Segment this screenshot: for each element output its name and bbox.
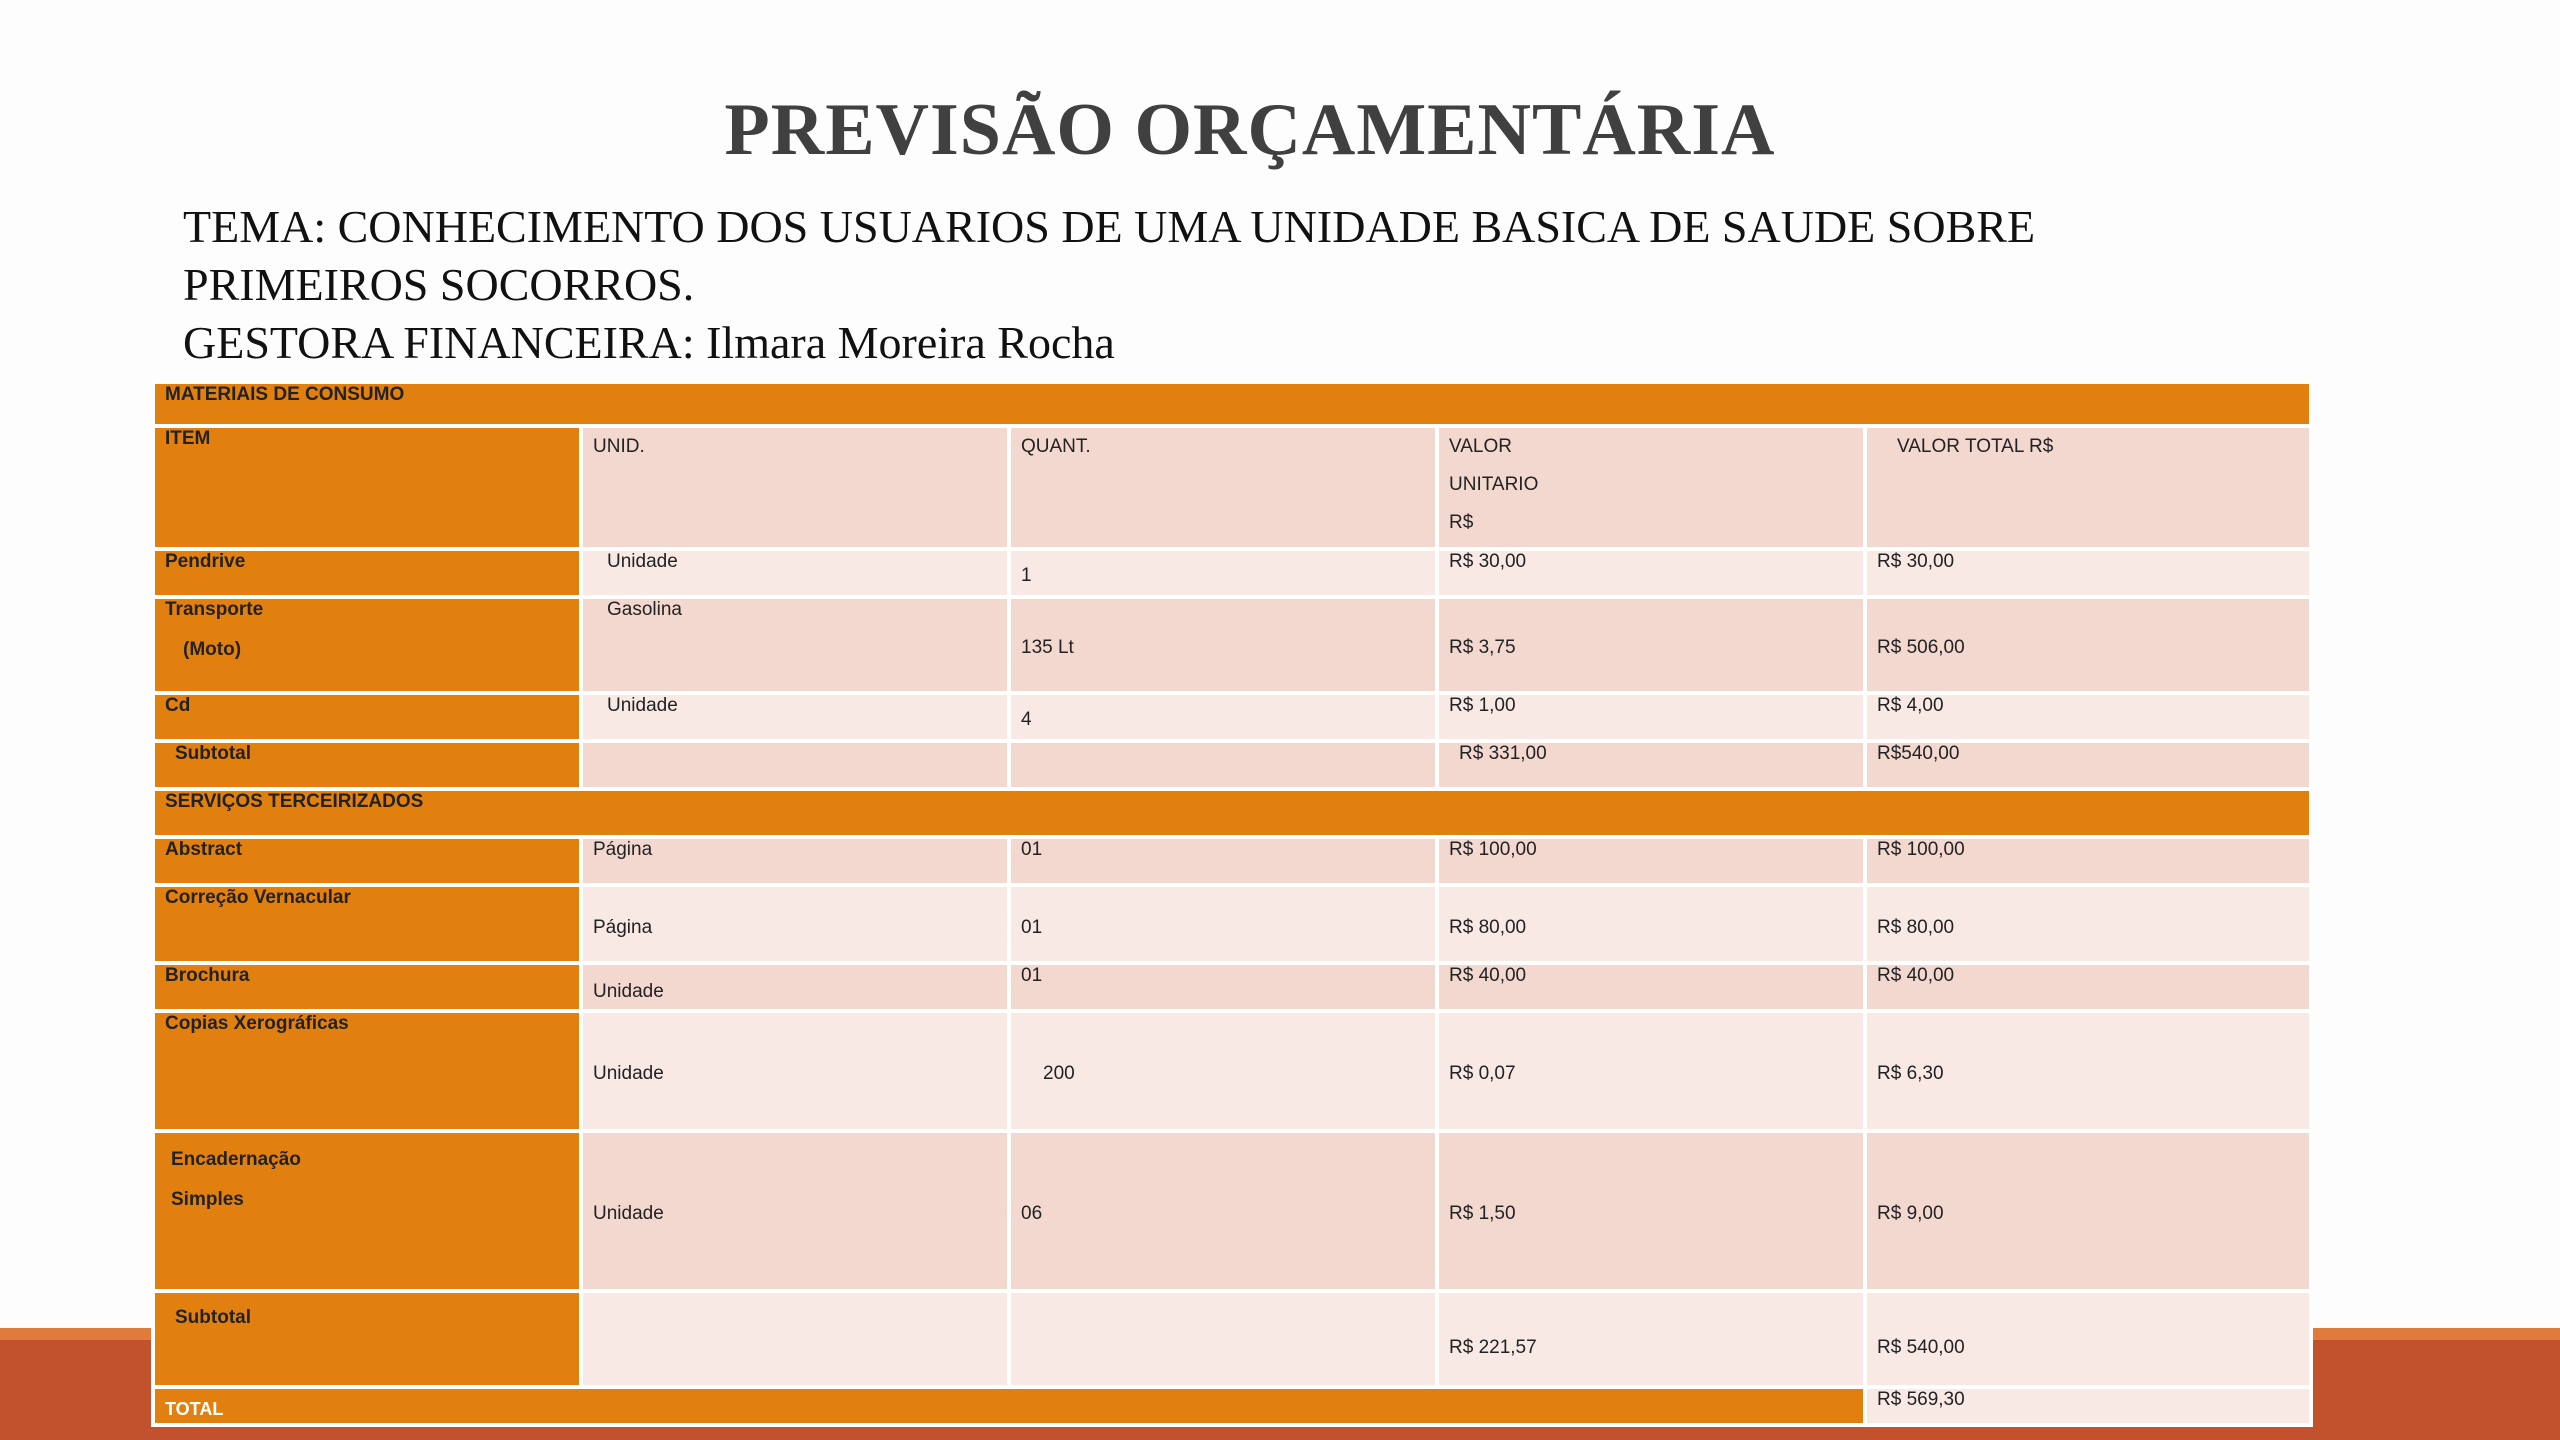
subtotal-label: Subtotal [153,741,581,789]
subtotal-valor: R$ 331,00 [1437,741,1865,789]
row-total: R$ 6,30 [1865,1011,2311,1131]
row-valor: R$ 0,07 [1437,1011,1865,1131]
row-item: Abstract [153,837,581,885]
row-total: R$ 80,00 [1865,885,2311,963]
header-valor-line1: VALOR [1449,436,1513,457]
subtotal-total: R$ 540,00 [1865,1291,2311,1387]
row-item: Cd [153,693,581,741]
subtotal-row [153,741,2311,789]
manager-line: GESTORA FINANCEIRA: Ilmara Moreira Rocha [183,317,1115,368]
subtotal-empty [581,741,1009,789]
row-valor: R$ 40,00 [1437,963,1865,1011]
header-valor-line3: R$ [1449,512,1474,533]
row-unid: Gasolina [581,597,1009,693]
row-unid: Unidade [581,1011,1009,1131]
total-row [153,1387,2311,1425]
section-row-consumo [153,382,2311,426]
table-row [153,1131,2311,1291]
header-valor [1437,426,1865,549]
page-title: PREVISÃO ORÇAMENTÁRIA [724,89,1776,171]
header-total: VALOR TOTAL R$ [1865,426,2311,549]
row-quant: 01 [1009,885,1437,963]
subtotal-empty [581,1291,1009,1387]
row-valor: R$ 1,50 [1437,1131,1865,1291]
total-value: R$ 569,30 [1865,1387,2311,1425]
row-valor: R$ 30,00 [1437,549,1865,597]
theme-line-1: TEMA: CONHECIMENTO DOS USUARIOS DE UMA UNIDADE BASICA DE SAUDE SOBRE [183,201,2036,252]
section-title: SERVIÇOS TERCEIRIZADOS [153,789,2311,837]
subtotal-empty [1009,741,1437,789]
row-valor: R$ 100,00 [1437,837,1865,885]
section-row-servicos [153,789,2311,837]
row-item [153,1131,581,1291]
subtotal-empty [1009,1291,1437,1387]
subtotal-label: Subtotal [153,1291,581,1387]
subtotal-total: R$540,00 [1865,741,2311,789]
header-valor-line2: UNITARIO [1449,474,1539,495]
table-row [153,693,2311,741]
table-row [153,837,2311,885]
row-unid: Unidade [581,693,1009,741]
header-quant: QUANT. [1009,426,1437,549]
table-row [153,1011,2311,1131]
subtotal-row [153,1291,2311,1387]
row-quant: 06 [1009,1131,1437,1291]
budget-table [151,380,2313,1427]
row-item-line2: Simples [171,1189,244,1210]
row-total: R$ 100,00 [1865,837,2311,885]
row-item [153,597,581,693]
row-total: R$ 506,00 [1865,597,2311,693]
row-item: Brochura [153,963,581,1011]
row-item-line2: (Moto) [183,639,242,660]
row-total: R$ 30,00 [1865,549,2311,597]
row-total: R$ 9,00 [1865,1131,2311,1291]
table-row [153,963,2311,1011]
row-unid: Unidade [581,549,1009,597]
row-valor: R$ 80,00 [1437,885,1865,963]
header-row [153,426,2311,549]
row-item-line1: Encadernação [171,1149,301,1170]
row-total: R$ 40,00 [1865,963,2311,1011]
row-unid: Unidade [581,963,1009,1011]
header-item: ITEM [153,426,581,549]
row-quant: 200 [1009,1011,1437,1131]
table-row [153,885,2311,963]
row-quant: 1 [1009,549,1437,597]
row-valor: R$ 1,00 [1437,693,1865,741]
row-item: Pendrive [153,549,581,597]
total-label: TOTAL [153,1387,1865,1425]
subtotal-valor: R$ 221,57 [1437,1291,1865,1387]
row-valor: R$ 3,75 [1437,597,1865,693]
row-unid: Página [581,885,1009,963]
section-title: MATERIAIS DE CONSUMO [153,382,2311,426]
row-item: Correção Vernacular [153,885,581,963]
row-quant: 01 [1009,837,1437,885]
table-row [153,549,2311,597]
theme-line-2: PRIMEIROS SOCORROS. [183,259,695,310]
row-quant: 135 Lt [1009,597,1437,693]
header-unid: UNID. [581,426,1009,549]
table-row [153,597,2311,693]
row-quant: 01 [1009,963,1437,1011]
row-item-line1: Transporte [165,599,264,620]
row-quant: 4 [1009,693,1437,741]
subtitle-block [183,198,2433,372]
row-item: Copias Xerográficas [153,1011,581,1131]
row-unid: Unidade [581,1131,1009,1291]
row-unid: Página [581,837,1009,885]
row-total: R$ 4,00 [1865,693,2311,741]
